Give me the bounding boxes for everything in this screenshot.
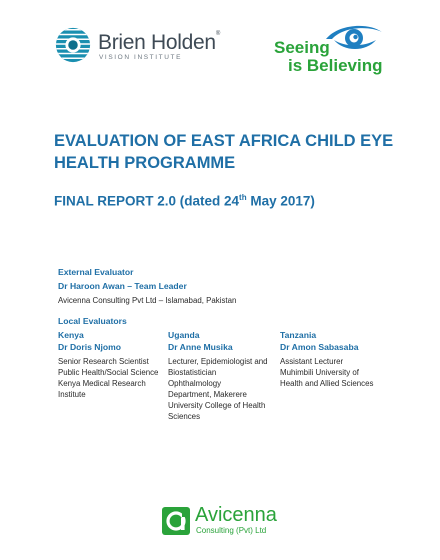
avicenna-logo <box>162 505 302 541</box>
blue-eye-swoosh-icon <box>322 22 384 56</box>
external-evaluator-org: Avicenna Consulting Pvt Ltd – Islamabad, Pakistan <box>58 296 237 305</box>
country-label: Tanzania <box>280 330 317 340</box>
country-label: Uganda <box>168 330 200 340</box>
evaluator-line: Muhimbili University of <box>280 368 359 377</box>
evaluator-line: Public Health/Social Science <box>58 368 159 377</box>
evaluator-name: Dr Amon Sabasaba <box>280 342 359 352</box>
evaluator-line: Health and Allied Sciences <box>280 379 374 388</box>
evaluator-line: Biostatistician <box>168 368 217 377</box>
kenya-evaluator <box>58 329 170 400</box>
evaluator-line: Senior Research Scientist <box>58 357 149 366</box>
seeing-is-believing-logo <box>272 22 384 78</box>
report-subtitle: FINAL REPORT 2.0 (dated 24th May 2017) <box>54 193 315 209</box>
brien-holden-logo <box>54 26 220 70</box>
evaluator-line: Kenya Medical Research <box>58 379 146 388</box>
evaluator-line: Institute <box>58 390 86 399</box>
evaluator-name: Dr Anne Musika <box>168 342 233 352</box>
evaluator-line: Assistant Lecturer <box>280 357 344 366</box>
tanzania-evaluator <box>280 329 392 389</box>
external-evaluator-heading: External Evaluator <box>58 267 134 277</box>
evaluator-line: Sciences <box>168 412 201 421</box>
evaluator-line: Lecturer, Epidemiologist and <box>168 357 268 366</box>
evaluator-line: Ophthalmology <box>168 379 222 388</box>
evaluator-line: Department, Makerere <box>168 390 247 399</box>
external-evaluator-name: Dr Haroon Awan – Team Leader <box>58 281 187 291</box>
vision-institute-label: VISION INSTITUTE <box>99 54 183 61</box>
avicenna-wordmark: Avicenna <box>195 504 277 526</box>
is-believing-label: is Believing <box>288 56 383 75</box>
uganda-evaluator <box>168 329 280 422</box>
local-evaluators-heading: Local Evaluators <box>58 316 127 326</box>
green-square-a-icon <box>162 507 190 535</box>
evaluator-name: Dr Doris Njomo <box>58 342 122 352</box>
brien-holden-wordmark: Brien Holden® <box>98 31 220 54</box>
report-title: EVALUATION OF EAST AFRICA CHILD EYE HEALTH PROGRAMME <box>54 132 394 172</box>
avicenna-subtitle: Consulting (Pvt) Ltd <box>196 526 267 535</box>
seeing-label: Seeing <box>274 38 330 57</box>
evaluator-line: University College of Health <box>168 401 266 410</box>
striped-eye-circle-icon <box>54 26 92 64</box>
country-label: Kenya <box>58 330 84 340</box>
